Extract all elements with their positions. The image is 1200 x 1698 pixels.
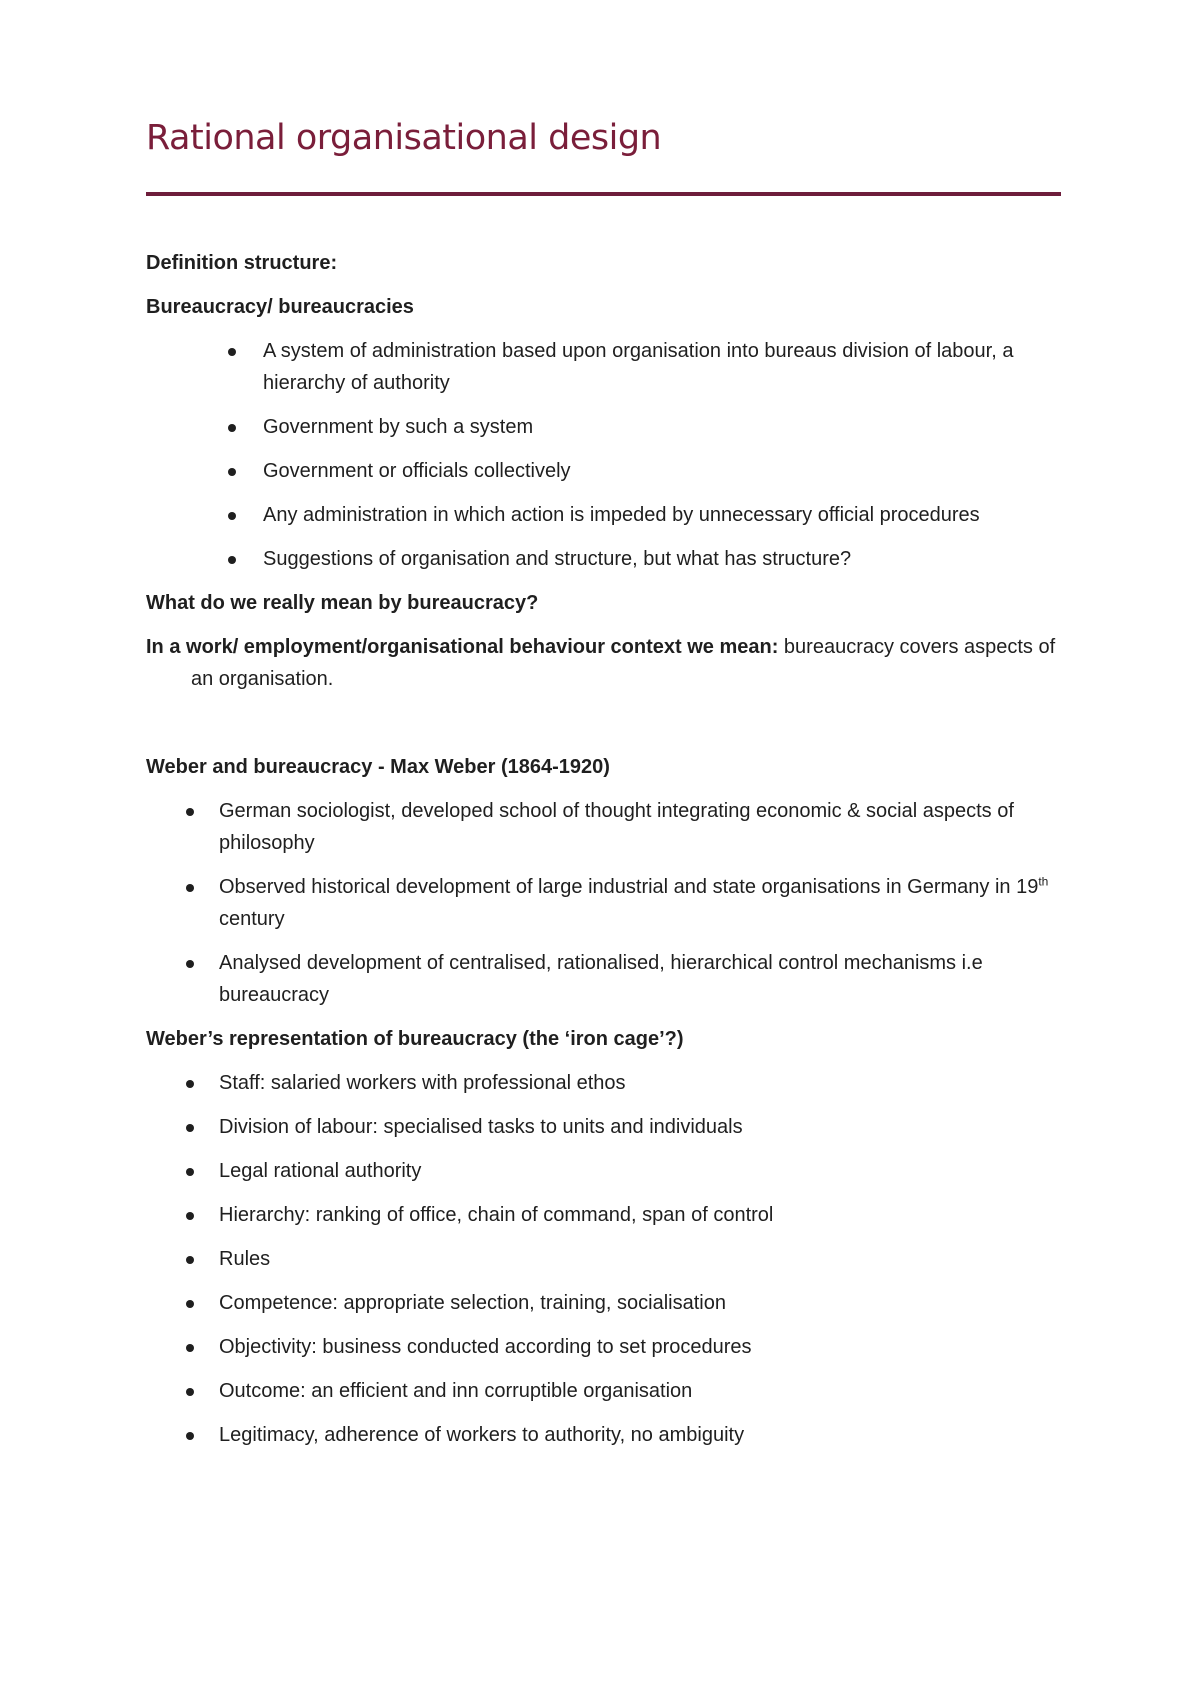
bureaucracy-heading: Bureaucracy/ bureaucracies: [146, 296, 414, 318]
document-body: [146, 247, 1061, 1463]
bullet-icon: [186, 808, 194, 816]
bullet-icon: [186, 1080, 194, 1088]
question-heading: What do we really mean by bureaucracy?: [146, 592, 539, 614]
representation-heading: Weber’s representation of bureaucracy (the ‘iron cage’?): [146, 1028, 684, 1050]
representation-list: [146, 1067, 1061, 1451]
list-item: Any administration in which action is impeded by unnecessary official procedures: [146, 499, 1061, 531]
list-item: A system of administration based upon organisation into bureaus division of labour, a hierarchy of authority: [146, 335, 1061, 399]
list-item: Competence: appropriate selection, training, socialisation: [146, 1287, 1061, 1319]
weber-heading: Weber and bureaucracy - Max Weber (1864-1920): [146, 756, 610, 778]
list-item: Legal rational authority: [146, 1155, 1061, 1187]
list-item: Legitimacy, adherence of workers to authority, no ambiguity: [146, 1419, 1061, 1451]
context-paragraph: [146, 631, 1061, 695]
bullet-icon: [186, 884, 194, 892]
title-underline: [146, 192, 1061, 196]
spacer: [146, 707, 1061, 751]
list-item: Staff: salaried workers with professional ethos: [146, 1067, 1061, 1099]
list-item: Outcome: an efficient and inn corruptible organisation: [146, 1375, 1061, 1407]
list-item: Rules: [146, 1243, 1061, 1275]
list-item: Government by such a system: [146, 411, 1061, 443]
bullet-icon: [186, 1168, 194, 1176]
bullet-icon: [186, 1432, 194, 1440]
list-item: Government or officials collectively: [146, 455, 1061, 487]
list-item: German sociologist, developed school of thought integrating economic & social aspects of philosophy: [146, 795, 1061, 859]
bullet-icon: [186, 1212, 194, 1220]
definition-heading: Definition structure:: [146, 252, 338, 274]
bullet-icon: [228, 424, 236, 432]
bullet-icon: [186, 1124, 194, 1132]
list-item: Objectivity: business conducted according to set procedures: [146, 1331, 1061, 1363]
page-title: Rational organisational design: [146, 118, 662, 158]
bullet-icon: [228, 512, 236, 520]
bullet-icon: [228, 348, 236, 356]
definition-list: [146, 335, 1061, 575]
weber-list: [146, 795, 1061, 1011]
bullet-icon: [186, 1300, 194, 1308]
context-text: bureaucracy covers aspects of an organisation.: [191, 636, 1056, 690]
bullet-icon: [228, 556, 236, 564]
list-item: Analysed development of centralised, rationalised, hierarchical control mechanisms i.e bureaucracy: [146, 947, 1061, 1011]
bullet-icon: [186, 960, 194, 968]
list-item: Suggestions of organisation and structure, but what has structure?: [146, 543, 1061, 575]
list-item: Division of labour: specialised tasks to units and individuals: [146, 1111, 1061, 1143]
bullet-icon: [186, 1344, 194, 1352]
context-bold: In a work/ employment/organisational behaviour context we mean:: [146, 636, 779, 658]
list-item: Hierarchy: ranking of office, chain of command, span of control: [146, 1199, 1061, 1231]
bullet-icon: [186, 1388, 194, 1396]
list-item: Observed historical development of large industrial and state organisations in Germany in 19th century: [146, 871, 1061, 935]
bullet-icon: [186, 1256, 194, 1264]
bullet-icon: [228, 468, 236, 476]
